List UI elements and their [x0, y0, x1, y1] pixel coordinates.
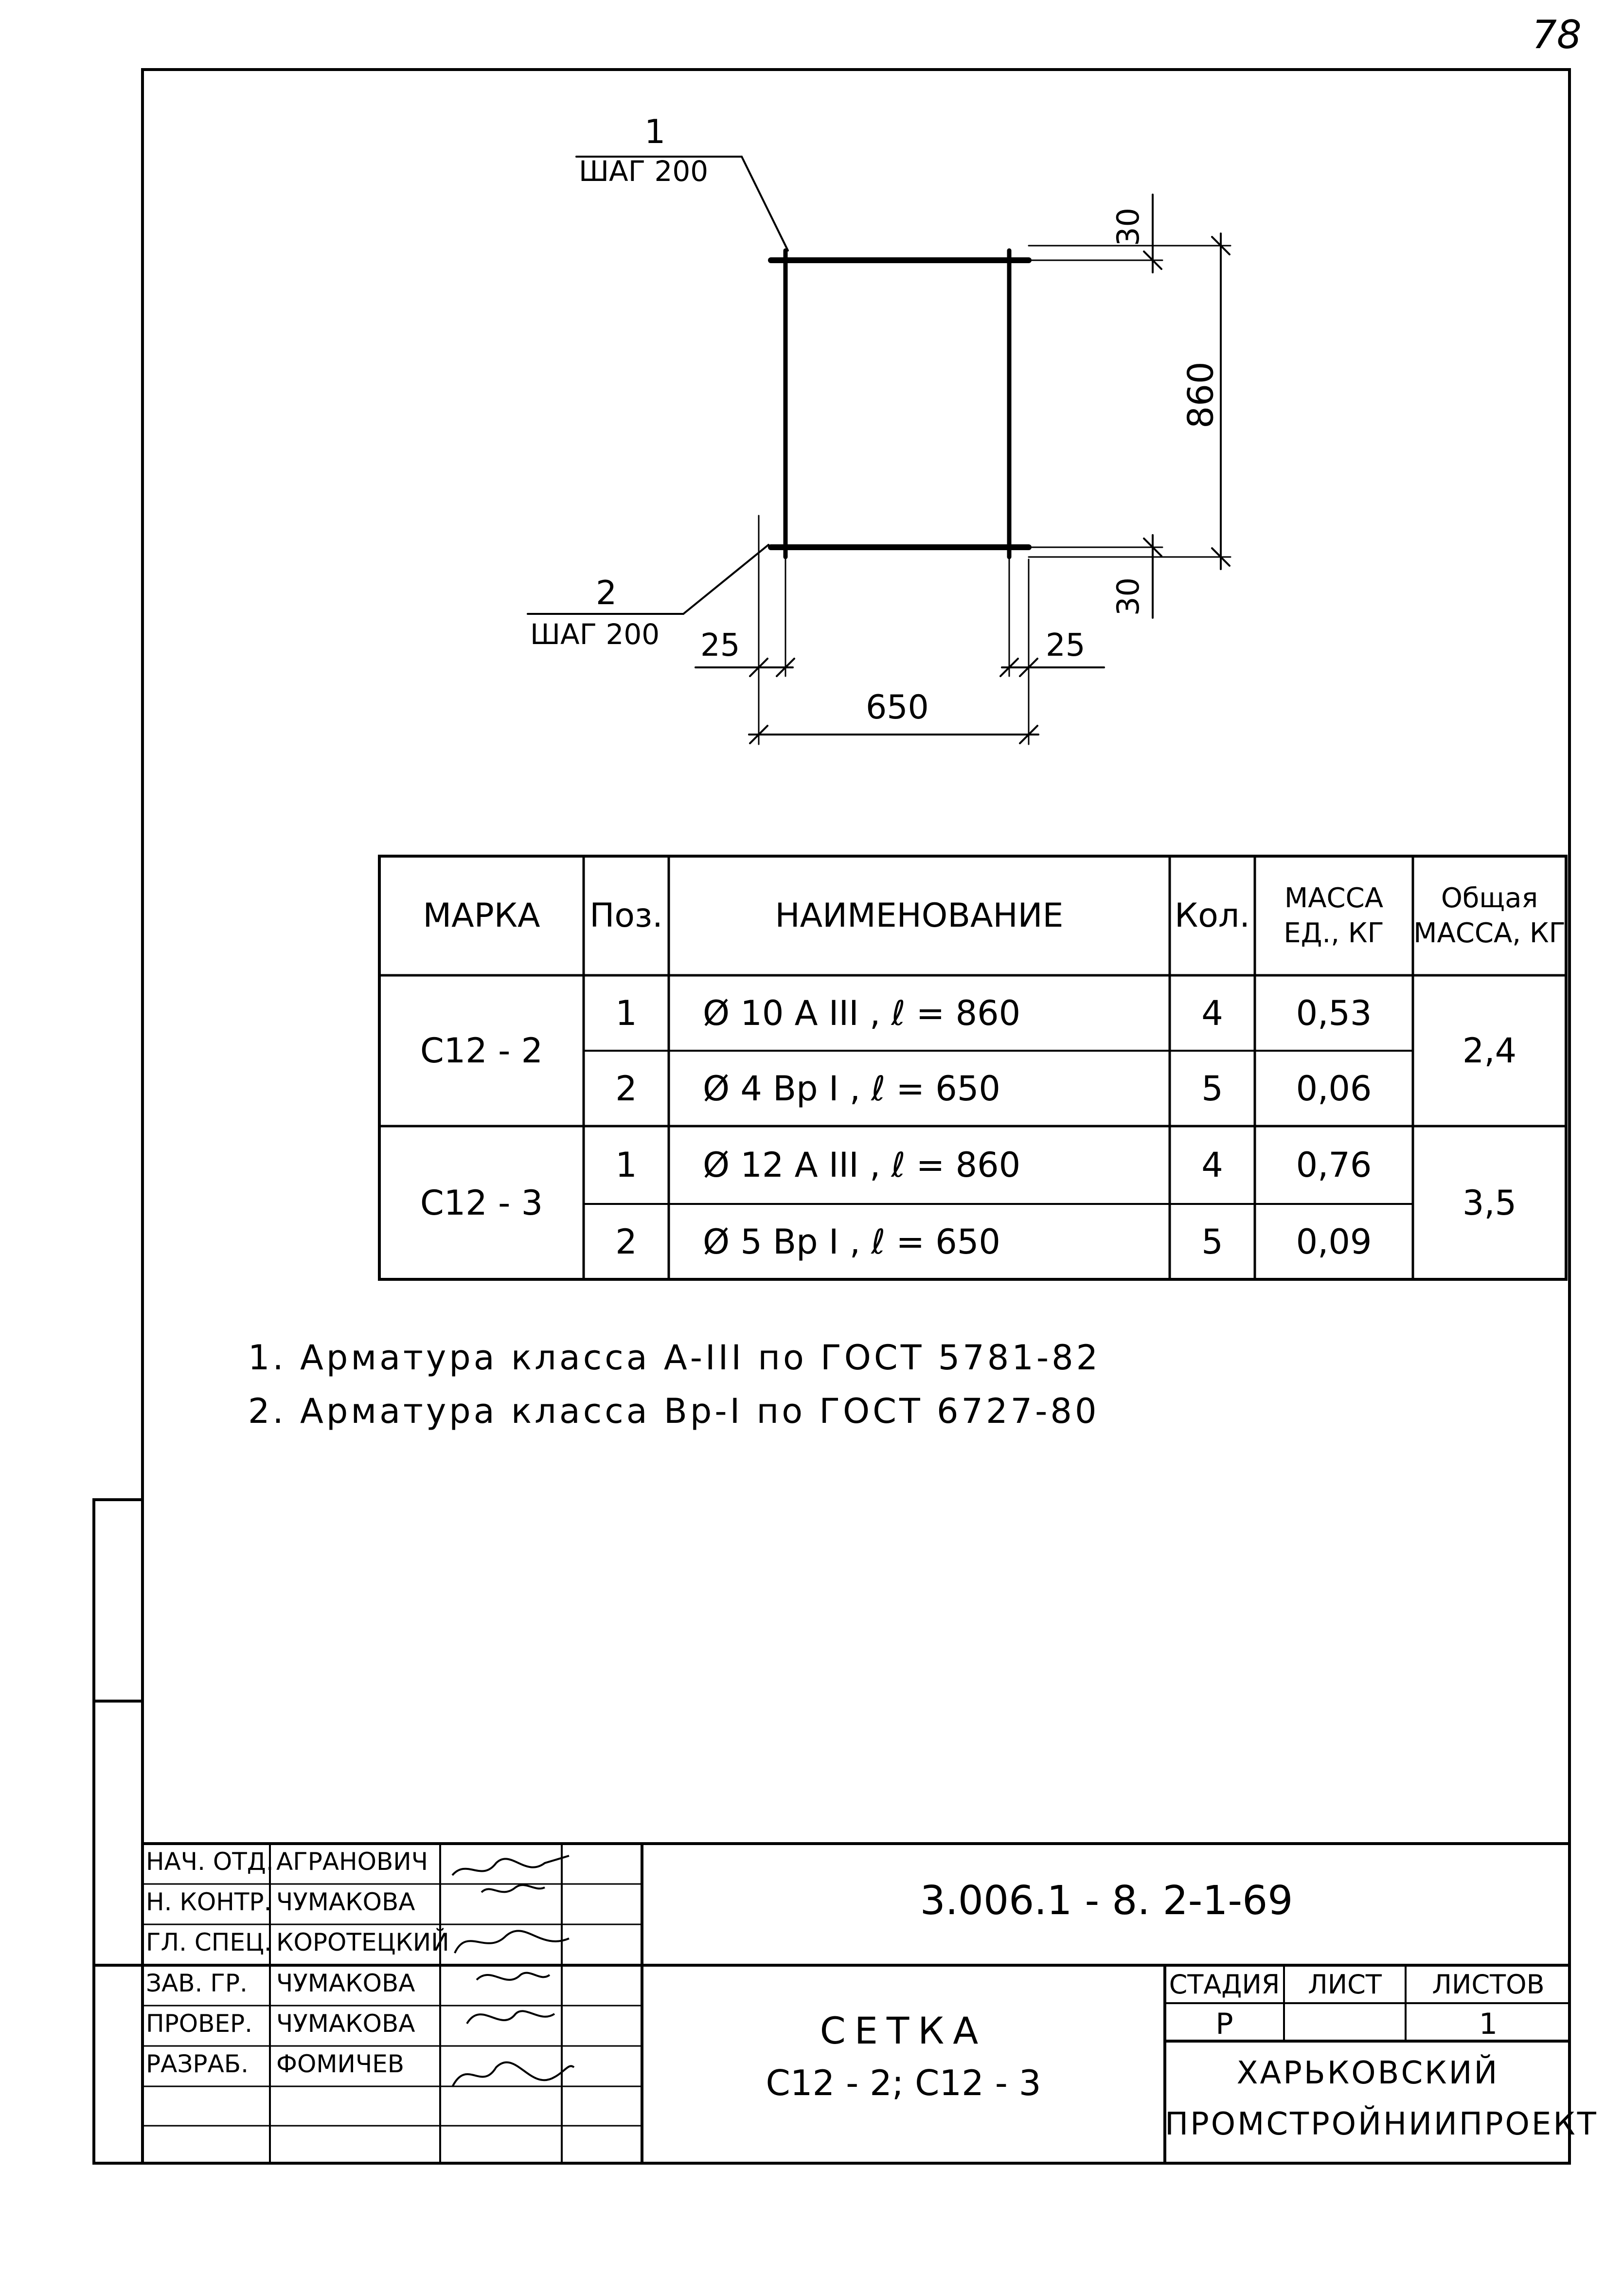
signatory-role: НАЧ. ОТД. — [146, 1848, 274, 1876]
signatory-name: АГРАНОВИЧ — [276, 1848, 428, 1876]
group-mark: С12 - 2 — [420, 1031, 543, 1071]
callout-2-step: ШАГ 200 — [530, 618, 660, 651]
header-pos: Поз. — [589, 897, 663, 935]
header-total-mass-line1: Общая — [1441, 882, 1538, 914]
page-number: 78 — [1532, 12, 1582, 57]
header-mark: МАРКА — [423, 897, 540, 935]
callout-2-position: 2 — [596, 574, 617, 612]
drawing-subtitle: С12 - 2; С12 - 3 — [766, 2063, 1041, 2103]
sheets-label: ЛИСТОВ — [1432, 1969, 1545, 2000]
signatory-role: ПРОВЕР. — [146, 2009, 253, 2038]
row-name: Ø 4 Вр I , ℓ = 650 — [703, 1068, 1000, 1109]
dim-bottom-offset: 30 — [1110, 577, 1146, 616]
note-2: 2. Арматура класса Вр-I по ГОСТ 6727-80 — [248, 1391, 1100, 1431]
group-total-mass: 3,5 — [1462, 1183, 1517, 1223]
signatory-role: ЗАВ. ГР. — [146, 1969, 248, 1997]
row-qty: 4 — [1201, 1145, 1223, 1185]
row-pos: 2 — [615, 1068, 637, 1109]
dim-top-offset: 30 — [1110, 208, 1146, 246]
stage-label: СТАДИЯ — [1169, 1969, 1280, 2000]
row-unit-mass: 0,53 — [1296, 993, 1372, 1033]
header-unit-mass-line1: МАССА — [1284, 882, 1384, 914]
row-qty: 5 — [1201, 1221, 1223, 1262]
dim-height: 860 — [1180, 361, 1221, 429]
signatory-name: ЧУМАКОВА — [276, 1969, 415, 1997]
row-unit-mass: 0,76 — [1296, 1145, 1372, 1185]
organisation-line-2: ПРОМСТРОЙНИИПРОЕКТ — [1165, 2106, 1598, 2142]
row-pos: 1 — [615, 1145, 637, 1185]
row-name: Ø 12 А III , ℓ = 860 — [703, 1145, 1021, 1185]
callout-1-step: ШАГ 200 — [579, 155, 709, 188]
row-qty: 5 — [1201, 1068, 1223, 1109]
sheets-value: 1 — [1479, 2007, 1498, 2041]
sheet-label: ЛИСТ — [1308, 1969, 1382, 2000]
document-code: 3.006.1 - 8. 2-1-69 — [920, 1878, 1293, 1924]
dim-right-offset: 25 — [1046, 628, 1086, 664]
row-name: Ø 5 Вр I , ℓ = 650 — [703, 1221, 1000, 1262]
group-total-mass: 2,4 — [1462, 1031, 1517, 1071]
header-total-mass-line2: МАССА, КГ — [1413, 917, 1566, 949]
row-unit-mass: 0,09 — [1296, 1221, 1372, 1262]
row-pos: 2 — [615, 1221, 637, 1262]
organisation-line-1: ХАРЬКОВСКИЙ — [1236, 2055, 1499, 2091]
header-qty: Кол. — [1175, 897, 1250, 935]
stage-value: Р — [1215, 2007, 1233, 2041]
signature-scribbles — [452, 1856, 574, 2087]
note-1: 1. Арматура класса А-III по ГОСТ 5781-82 — [248, 1338, 1101, 1378]
signatory-name: ЧУМАКОВА — [276, 2009, 415, 2038]
group-mark: С12 - 3 — [420, 1183, 543, 1223]
dim-width: 650 — [866, 688, 929, 727]
row-pos: 1 — [615, 993, 637, 1033]
row-name: Ø 10 А III , ℓ = 860 — [703, 993, 1021, 1033]
signatory-role: РАЗРАБ. — [146, 2050, 249, 2078]
drawing-title: СЕТКА — [820, 2009, 987, 2052]
dim-left-offset: 25 — [700, 628, 740, 664]
signatory-name: ЧУМАКОВА — [276, 1888, 415, 1916]
signatory-role: Н. КОНТР. — [146, 1888, 272, 1916]
header-unit-mass-line2: ЕД., КГ — [1284, 917, 1384, 949]
signatory-role: ГЛ. СПЕЦ. — [146, 1928, 272, 1956]
header-name: НАИМЕНОВАНИЕ — [775, 897, 1064, 935]
row-unit-mass: 0,06 — [1296, 1068, 1372, 1109]
signatory-name: ФОМИЧЕВ — [276, 2050, 405, 2078]
row-qty: 4 — [1201, 993, 1223, 1033]
callout-1-position: 1 — [644, 113, 666, 151]
signatory-name: КОРОТЕЦКИЙ — [276, 1928, 449, 1956]
